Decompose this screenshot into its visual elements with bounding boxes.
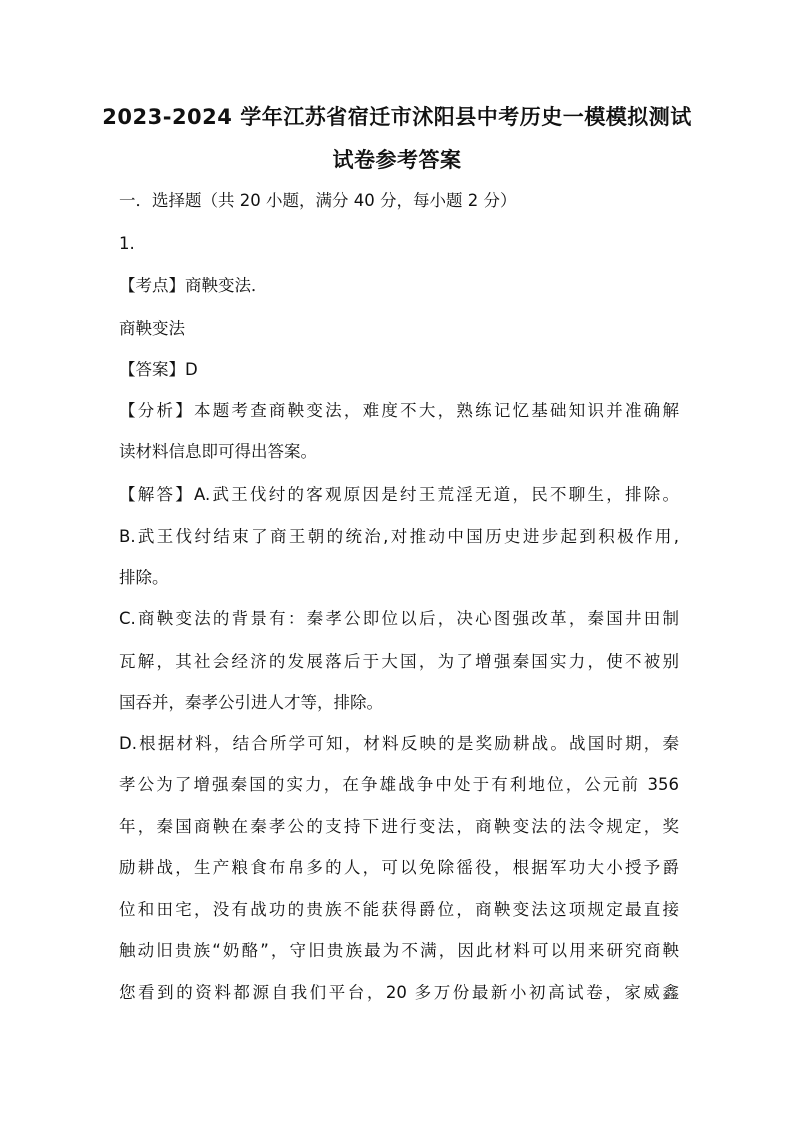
option-b-line: 排除。 [119,568,169,587]
option-d-line: 位和田宅，没有战功的贵族不能获得爵位，商鞅变法这项规定最直接 [119,900,679,919]
option-c-line: C.商鞅变法的背景有：秦孝公即位以后，决心图强改革，秦国井田制 [119,609,679,628]
kaodian-label: 【考点】商鞅变法． [119,276,268,295]
document-title-line-1: 2023-2024 学年江苏省宿迁市沭阳县中考历史一模模拟测试 [102,105,692,129]
answer-text: 【答案】D [119,360,198,379]
option-d-line: 触动旧贵族“奶酪”，守旧贵族最为不满，因此材料可以用来研究商鞅 [119,941,679,960]
footer-notice: 您看到的资料都源自我们平台，20 多万份最新小初高试卷，家威鑫 [119,983,679,1002]
analysis-line: 【分析】本题考查商鞅变法，难度不大，熟练记忆基础知识并准确解 [119,401,679,420]
option-d-line: 年，秦国商鞅在秦孝公的支持下进行变法，商鞅变法的法令规定，奖 [119,817,679,836]
solution-option-a: 【解答】A.武王伐纣的客观原因是纣王荒淫无道，民不聊生，排除。 [119,485,679,504]
option-c-line: 瓦解，其社会经济的发展落后于大国，为了增强秦国实力，使不被别 [119,652,679,671]
question-number: 1. [119,234,135,253]
option-d-line: 励耕战，生产粮食布帛多的人，可以免除徭役，根据军功大小授予爵 [119,858,679,877]
analysis-line: 读材料信息即可得出答案。 [119,442,317,461]
option-d-line: 孝公为了增强秦国的实力，在争雄战争中处于有利地位，公元前 356 [119,775,679,794]
option-d-line: D.根据材料，结合所学可知，材料反映的是奖励耕战。战国时期，秦 [119,734,679,753]
section-heading: 一．选择题（共 20 小题，满分 40 分，每小题 2 分） [119,191,517,210]
document-title-line-2: 试卷参考答案 [332,148,462,172]
option-b-line: B.武王伐纣结束了商王朝的统治,对推动中国历史进步起到积极作用, [119,527,679,546]
option-c-line: 国吞并，秦孝公引进人才等，排除。 [119,693,383,712]
topic-text: 商鞅变法 [119,319,185,338]
